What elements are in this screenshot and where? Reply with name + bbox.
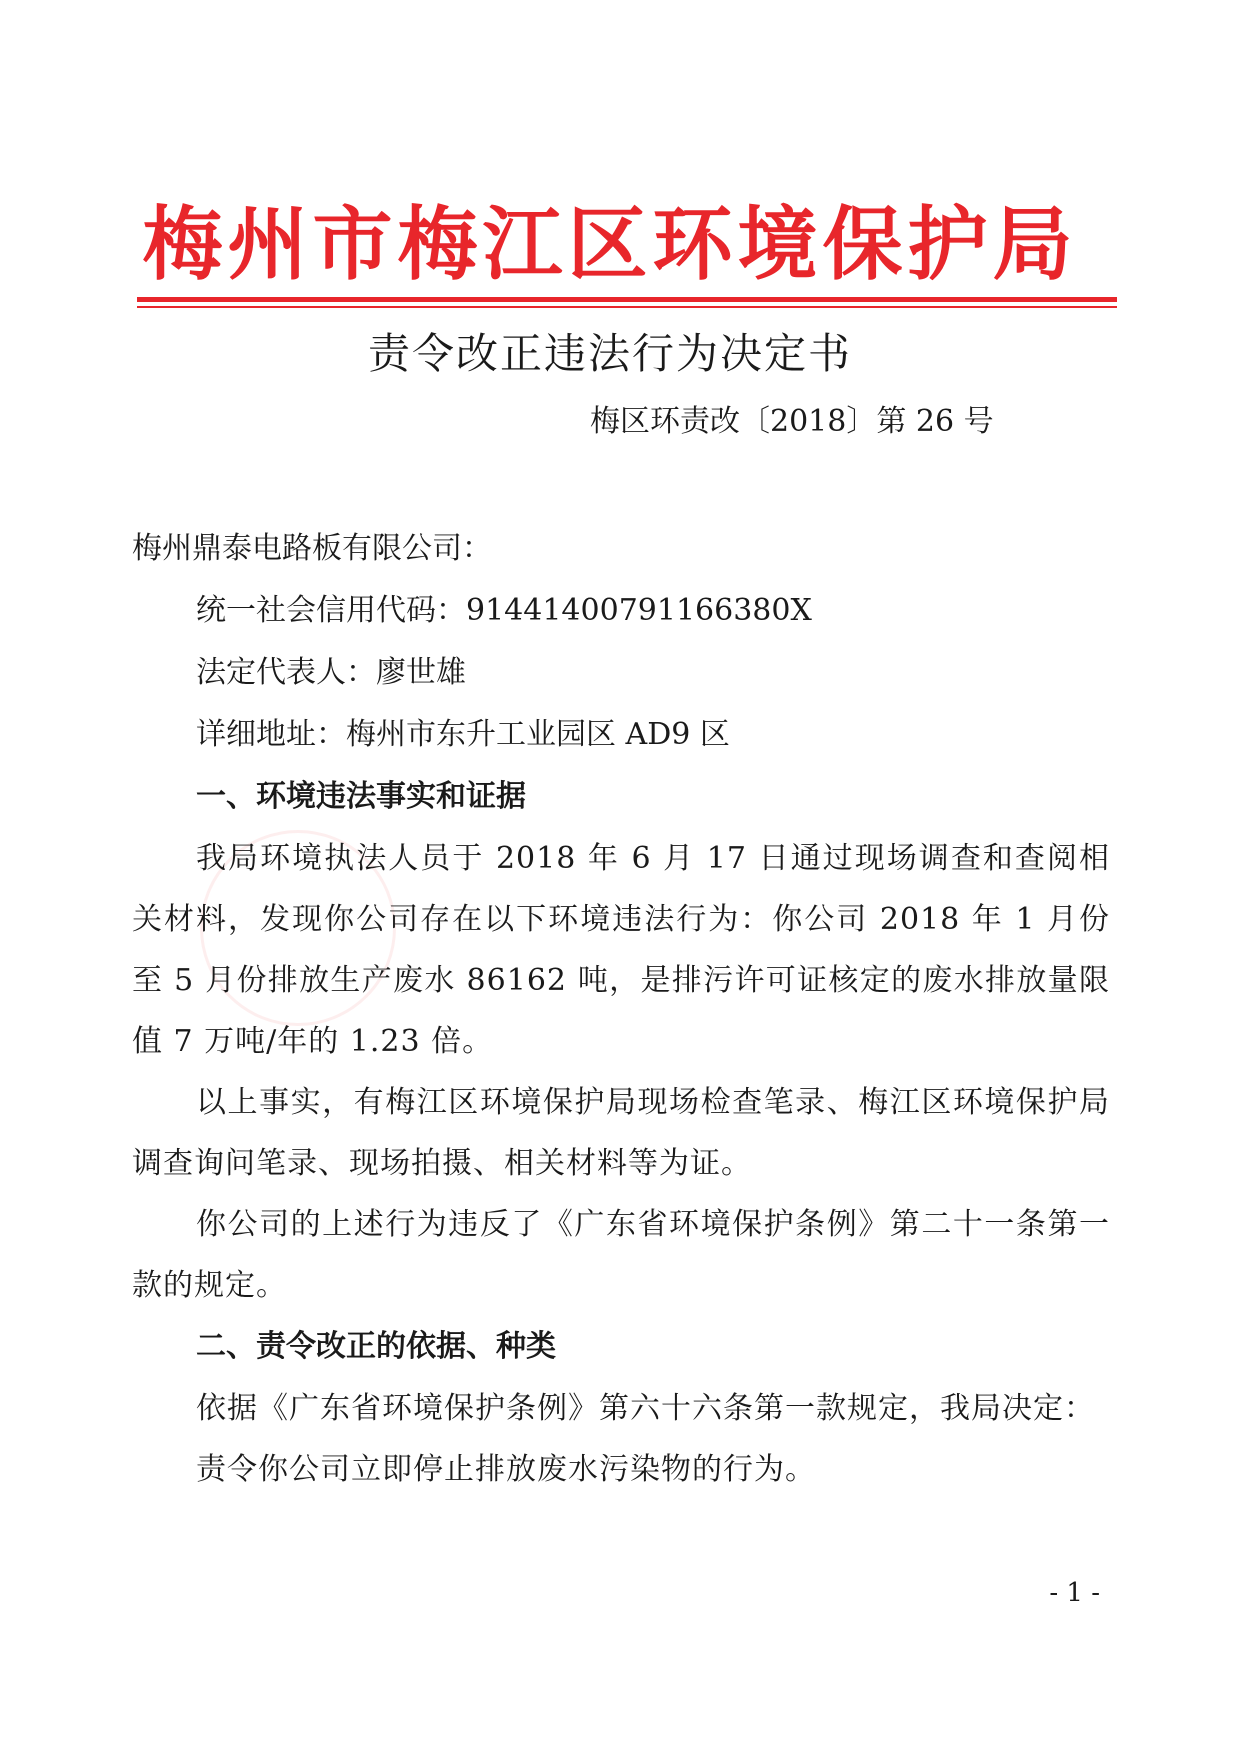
red-header-rule-thin [137,306,1117,308]
red-header-rule-thick [137,297,1117,302]
recipient-credit-code: 统一社会信用代码：91441400791166380X [196,593,812,628]
document-number: 梅区环责改〔2018〕第 26 号 [590,404,994,439]
paragraph-legal-basis: 依据《广东省环境保护条例》第六十六条第一款规定，我局决定： [196,1391,1095,1426]
paragraph-correction-order: 责令你公司立即停止排放废水污染物的行为。 [196,1452,816,1487]
document-body [132,518,1110,1500]
section-heading-correction-basis: 二、责令改正的依据、种类 [196,1329,556,1364]
recipient-name: 梅州鼎泰电路板有限公司： [132,531,492,566]
recipient-address: 详细地址：梅州市东升工业园区 AD9 区 [196,717,730,752]
paragraph-violation-details: 我局环境执法人员于 2018 年 6 月 17 日通过现场调查和查阅相关材料，发现你公司存在以下环境违法行为：你公司 2018 年 1 月份至 5 月份排放生产废水 86162 吨，是排污许可证核定的废水排放量限值 7 万吨/年的 1.23 倍。 [132,841,1110,1059]
document-title: 责令改正违法行为决定书 [367,329,852,378]
section-heading-violation-facts: 一、环境违法事实和证据 [196,779,526,814]
issuing-authority-header: 梅州市梅江区环境保护局 [142,197,1078,291]
paragraph-regulation-violated: 你公司的上述行为违反了《广东省环境保护条例》第二十一条第一款的规定。 [132,1207,1110,1303]
paragraph-evidence: 以上事实，有梅江区环境保护局现场检查笔录、梅江区环境保护局调查询问笔录、现场拍摄、相关材料等为证。 [132,1085,1110,1181]
recipient-legal-representative: 法定代表人：廖世雄 [196,655,466,690]
page-number: - 1 - [1049,1578,1100,1608]
